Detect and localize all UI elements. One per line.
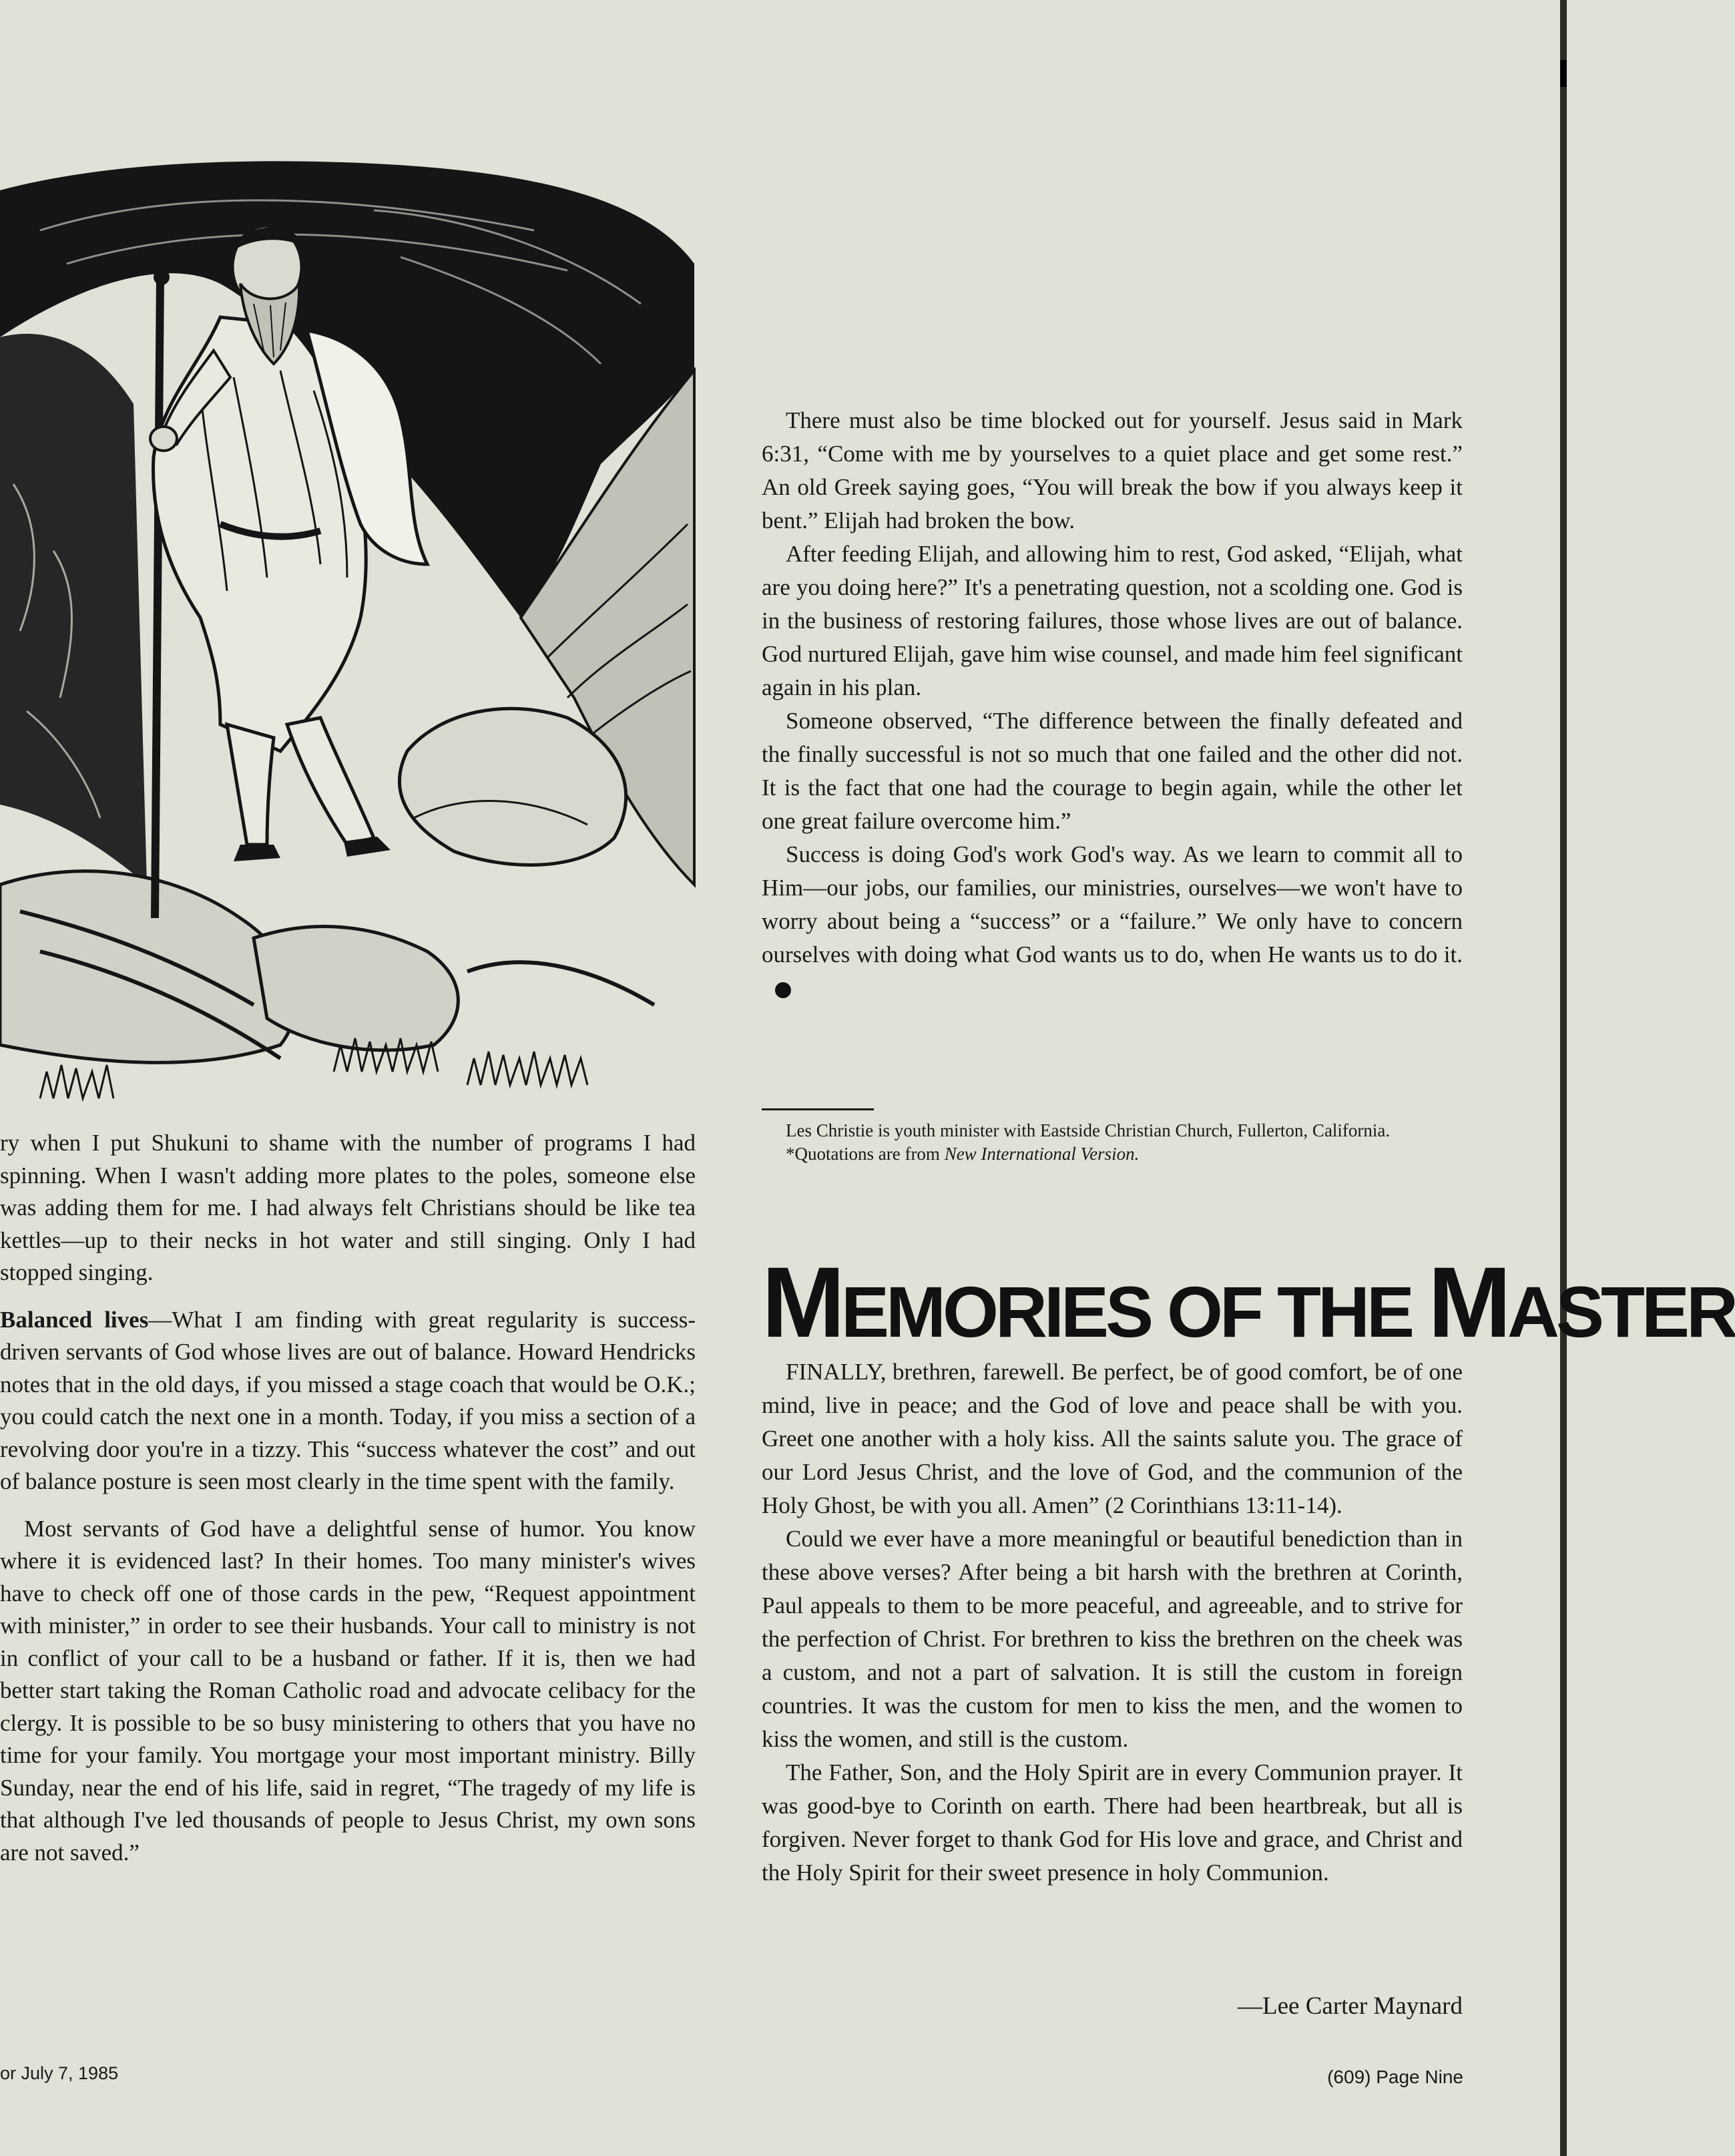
quotation-note-text: *Quotations are from (786, 1144, 945, 1164)
page-edge-mark (1560, 60, 1567, 87)
paragraph-text: —What I am finding with great regularity is success-driven servants of God whose lives are out of balance. Howard Hendricks notes that in the old days, if you missed a stage coach that would be O.K.; you could catch the next one in a month. Today, if you miss a section of a revolving door you're in a tizzy. This “success whatever the cost” and out of balance posture is seen most clearly in the time spent with the family. (0, 1306, 696, 1494)
paragraph: The Father, Son, and the Holy Spirit are in every Communion prayer. It was good-bye to Corinth on earth. There had been heartbreak, but all is forgiven. Never forget to thank God for His love and grace, and Christ and the Holy Spirit for their sweet presence in holy Communion. (762, 1759, 1463, 1886)
footnote-rule (762, 1108, 874, 1110)
headline-initial: M (1428, 1246, 1507, 1358)
signature: —Lee Carter Maynard (1238, 1992, 1463, 2020)
headline-word: OF THE (1167, 1271, 1429, 1352)
page-edge (1560, 0, 1567, 2156)
quotation-version: New International Version. (944, 1144, 1140, 1164)
footnotes (762, 1119, 1463, 1166)
headline-word: ASTER (1507, 1271, 1735, 1352)
paragraph-balanced-lives (0, 1304, 696, 1498)
footer-page-number: (609) Page Nine (1327, 2067, 1463, 2087)
author-bio: Les Christie is youth minister with Eastside Christian Church, Fullerton, California. (786, 1120, 1391, 1140)
end-mark-icon (775, 982, 791, 998)
paragraph: Most servants of God have a delightful sense of humor. You know where it is evidenced last? In their homes. Too many minister's wives have to check off one of those cards in the pew, “Request appointment with minister,” in order to see their husbands. Your call to ministry is not in conflict of your call to be a husband or father. If it is, then we had better start taking the Roman Catholic road and advocate celibacy for the clergy. It is possible to be so busy ministering to others that you have no time for your family. You mortgage your most important ministry. Billy Sunday, near the end of his life, said in regret, “The tragedy of my life is that although I've led thousands of people to Jesus Christ, my own sons are not saved.” (0, 1515, 696, 1866)
run-in-heading: Balanced lives (0, 1306, 149, 1333)
paragraph: There must also be time blocked out for yourself. Jesus said in Mark 6:31, “Come with me by yourselves to a quiet place and get some rest.” An old Greek saying goes, “You will break the bow if you always keep it bent.” Elijah had broken the bow. (762, 407, 1463, 533)
headline-word: EMORIES (840, 1271, 1168, 1352)
headline-initial: M (762, 1246, 841, 1358)
paragraph-final (762, 838, 1463, 1005)
right-column-top (762, 404, 1463, 1005)
right-column-bottom (762, 1355, 1463, 1890)
paragraph: ry when I put Shukuni to shame with the number of programs I had spinning. When I wasn't adding more plates to the poles, someone else was adding them for me. I had always felt Christians should be like tea kettles—up to their necks in hot water and still singing. Only I had stopped singing. (0, 1130, 696, 1285)
left-column (0, 1127, 696, 1869)
paragraph: Could we ever have a more meaningful or beautiful benediction than in these above verses? After being a bit harsh with the brethren at Corinth, Paul appeals to them to be more peaceful, and agreeable, and to strive for the perfection of Christ. For brethren to kiss the brethren on the cheek was a custom, and not a part of salvation. It is still the custom in foreign countries. It was the custom for men to kiss the men, and the women to kiss the women, and still is the custom. (762, 1526, 1463, 1752)
paragraph: FINALLY, brethren, farewell. Be perfect, be of good comfort, be of one mind, live in peace; and the God of love and peace shall be with you. Greet one another with a holy kiss. All the saints salute you. The grace of our Lord Jesus Christ, and the love of God, and the communion of the Holy Ghost, be with you all. Amen” (2 Corinthians 13:11-14). (762, 1359, 1463, 1518)
quotation-note (762, 1142, 1463, 1166)
footer-date: or July 7, 1985 (0, 2063, 119, 2083)
paragraph-text: Success is doing God's work God's way. As we learn to commit all to Him—our jobs, our families, our ministries, ourselves—we won't have to worry about being a “success” or a “failure.” We only have to concern ourselves with doing what God wants us to do, when He wants us to do it. (762, 841, 1463, 967)
paragraph: After feeding Elijah, and allowing him to rest, God asked, “Elijah, what are you doing here?” It's a penetrating question, not a scolding one. God is in the business of restoring failures, those whose lives are out of balance. God nurtured Elijah, gave him wise counsel, and made him feel significant again in his plan. (762, 541, 1463, 700)
elijah-illustration (0, 150, 698, 1112)
article-headline (762, 1246, 1735, 1358)
paragraph: Someone observed, “The difference between the finally defeated and the finally successful is not so much that one failed and the other did not. It is the fact that one had the courage to begin again, while the other let one great failure overcome him.” (762, 708, 1463, 834)
